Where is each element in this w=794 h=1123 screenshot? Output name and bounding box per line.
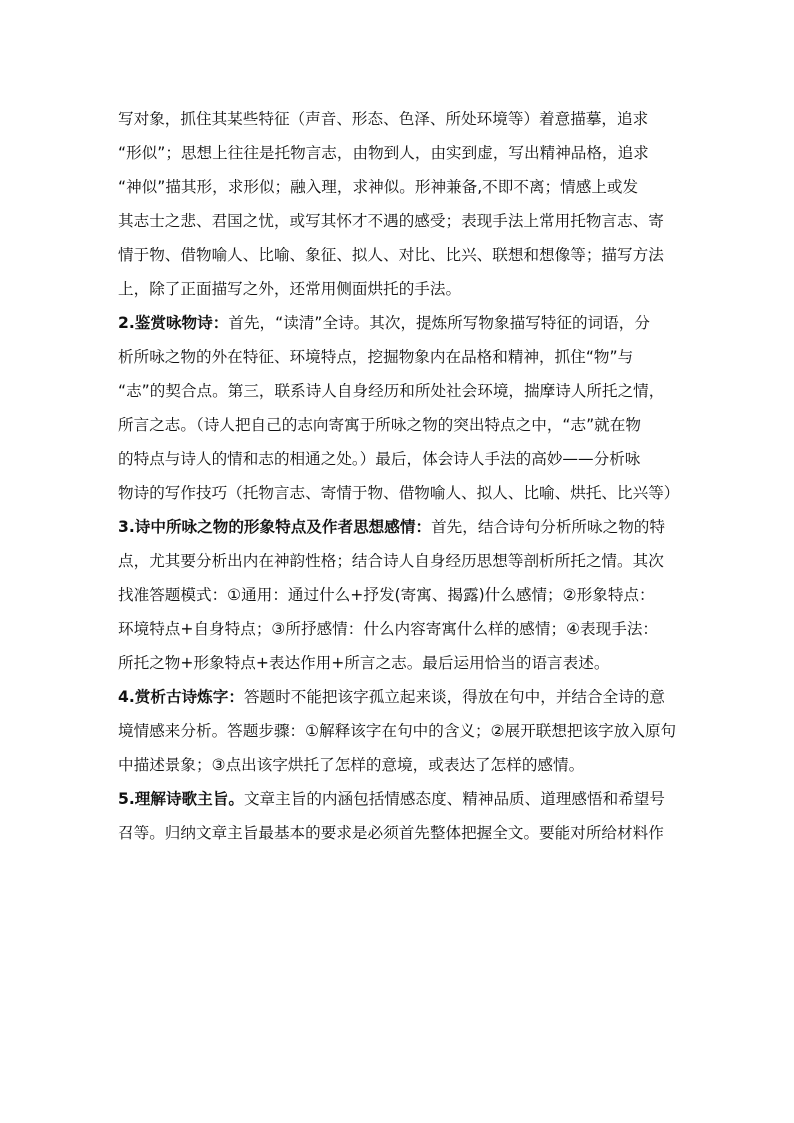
- text-line: 环境特点+自身特点；③所抒感情：什么内容寄寓什么样的感情；④表现手法：: [118, 620, 659, 638]
- section-heading: 2.鉴赏咏物诗：: [118, 314, 229, 332]
- text-line: “形似”；思想上往往是托物言志，由物到人，由实到虚，写出精神品格，追求: [118, 144, 649, 162]
- section-3-image-features: [118, 510, 680, 680]
- section-text: 答题时不能把该字孤立起来谈，得放在句中，并结合全诗的意: [243, 688, 665, 706]
- text-line: “志”的契合点。第三，联系诗人自身经历和所处社会环境，揣摩诗人所托之情，: [118, 382, 665, 400]
- text-line: 中描述景象；③点出该字烘托了怎样的意境，或表达了怎样的感情。: [118, 756, 585, 774]
- section-2-appreciate-object-poems: [118, 306, 680, 510]
- section-heading: 5.理解诗歌主旨。: [118, 790, 244, 808]
- section-first-line: [118, 510, 680, 544]
- section-first-line: [118, 680, 680, 714]
- text-line: 其志士之悲、君国之忧，或写其怀才不遇的感受；表现手法上常用托物言志、寄: [118, 212, 664, 230]
- text-line: 点，尤其要分析出内在神韵性格；结合诗人自身经历思想等剖析所托之情。其次: [118, 552, 664, 570]
- text-line: 上，除了正面描写之外，还常用侧面烘托的手法。: [118, 280, 462, 298]
- section-first-line: [118, 306, 680, 340]
- section-4-word-refining: [118, 680, 680, 782]
- section-text: 首先，“读清”全诗。其次，提炼所写物象描写特征的词语，分: [228, 314, 650, 332]
- text-line: 所托之物+形象特点+表达作用+所言之志。最后运用恰当的语言表述。: [118, 654, 610, 672]
- text-line: 的特点与诗人的情和志的相通之处。）最后，体会诗人手法的高妙——分析咏: [118, 450, 641, 468]
- text-line: 写对象，抓住其某些特征（声音、形态、色泽、所处环境等）着意描摹，追求: [118, 110, 649, 128]
- document-page: [118, 102, 680, 850]
- section-heading: 4.赏析古诗炼字：: [118, 688, 244, 706]
- section-5-poem-theme: [118, 782, 680, 850]
- text-line: 找准答题模式：①通用：通过什么+抒发(寄寓、揭露)什么感情；②形象特点：: [118, 586, 655, 604]
- text-line: 情于物、借物喻人、比喻、象征、拟人、对比、比兴、联想和想像等；描写方法: [118, 246, 664, 264]
- text-line: 境情感来分析。答题步骤：①解释该字在句中的含义；②展开联想把该字放入原句: [118, 722, 677, 740]
- text-line: 物诗的写作技巧（托物言志、寄情于物、借物喻人、拟人、比喻、烘托、比兴等）: [118, 484, 680, 502]
- section-heading: 3.诗中所咏之物的形象特点及作者思想感情：: [118, 518, 432, 536]
- text-line: 析所咏之物的外在特征、环境特点，挖掘物象内在品格和精神，抓住“物”与: [118, 348, 634, 366]
- text-line: 所言之志。（诗人把自己的志向寄寓于所咏之物的突出特点之中，“志”就在物: [118, 416, 641, 434]
- text-line: “神似”描其形，求形似；融入理，求神似。形神兼备,不即不离；情感上或发: [118, 178, 639, 196]
- section-text: 文章主旨的内涵包括情感态度、精神品质、道理感悟和希望号: [243, 790, 665, 808]
- section-first-line: [118, 782, 680, 816]
- text-line: 召等。归纳文章主旨最基本的要求是必须首先整体把握全文。要能对所给材料作: [118, 824, 664, 842]
- intro-paragraph: [118, 102, 680, 306]
- section-text: 首先，结合诗句分析所咏之物的特: [431, 518, 665, 536]
